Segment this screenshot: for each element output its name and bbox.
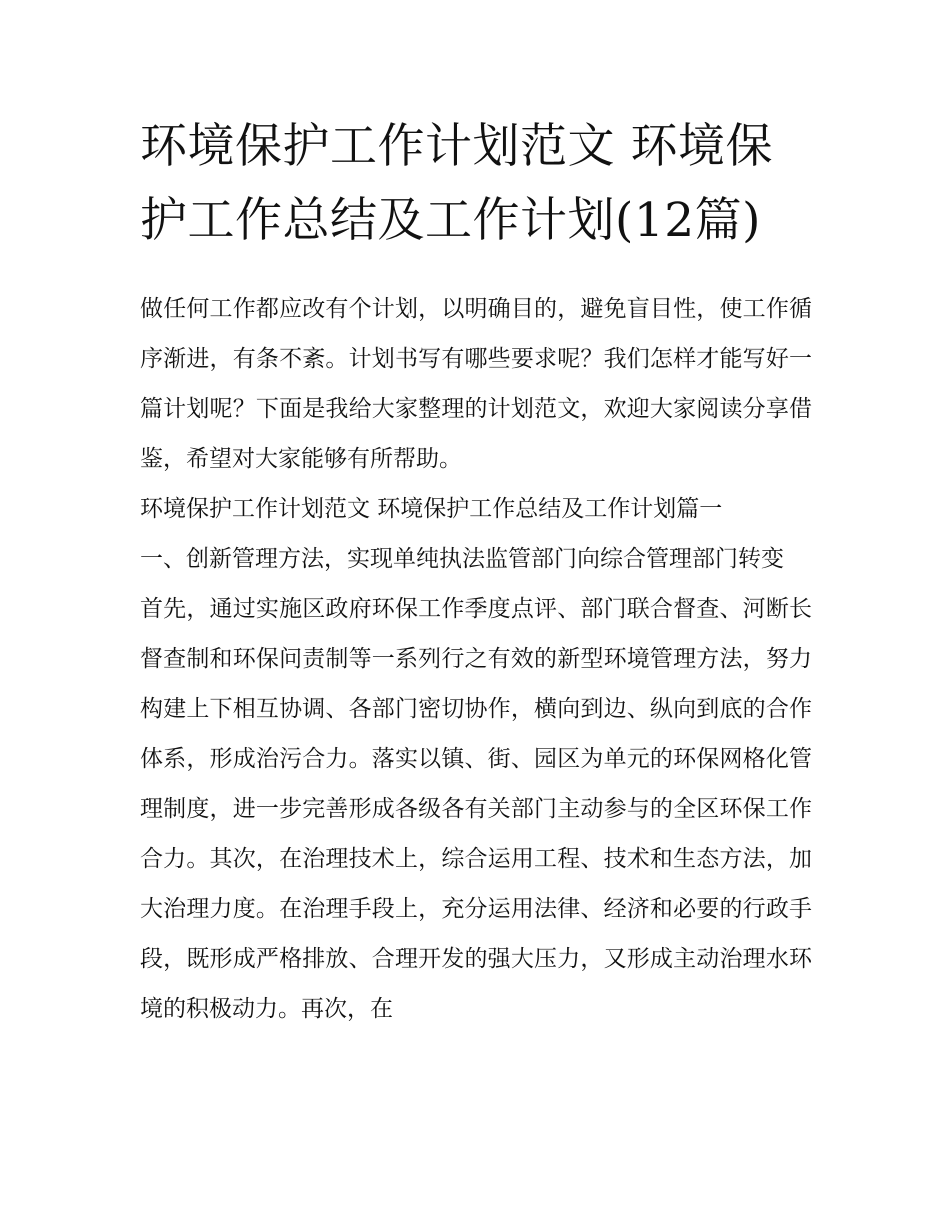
subsection-heading: 一、创新管理方法，实现单纯执法监管部门向综合管理部门转变: [140, 546, 784, 572]
body-paragraph: 首先，通过实施区政府环保工作季度点评、部门联合督查、河断长督查制和环保问责制等一系列行之有效的新型环境管理方法，努力构建上下相互协调、各部门密切协作，横向到边、纵向到底的合作体系，形成治污合力。落实以镇、街、园区为单元的环保网格化管理制度，进一步完善形成各级各有关部门主动参与的全区环保工作合力。其次，在治理技术上，综合运用工程、技术和生态方法，加大治理力度。在治理手段上，充分运用法律、经济和必要的行政手段，既形成严格排放、合理开发的强大压力，又形成主动治理水环境的积极动力。再次，在: [140, 596, 812, 1022]
document-title: 环境保护工作计划范文 环境保护工作总结及工作计划(12篇): [140, 119, 773, 248]
section-heading: 环境保护工作计划范文 环境保护工作总结及工作计划篇一: [140, 496, 723, 522]
intro-paragraph: 做任何工作都应改有个计划，以明确目的，避免盲目性，使工作循序渐进，有条不紊。计划书写有哪些要求呢？我们怎样才能写好一篇计划呢？下面是我给大家整理的计划范文，欢迎大家阅读分享借鉴，希望对大家能够有所帮助。: [140, 296, 812, 472]
document-body: [140, 110, 812, 1034]
